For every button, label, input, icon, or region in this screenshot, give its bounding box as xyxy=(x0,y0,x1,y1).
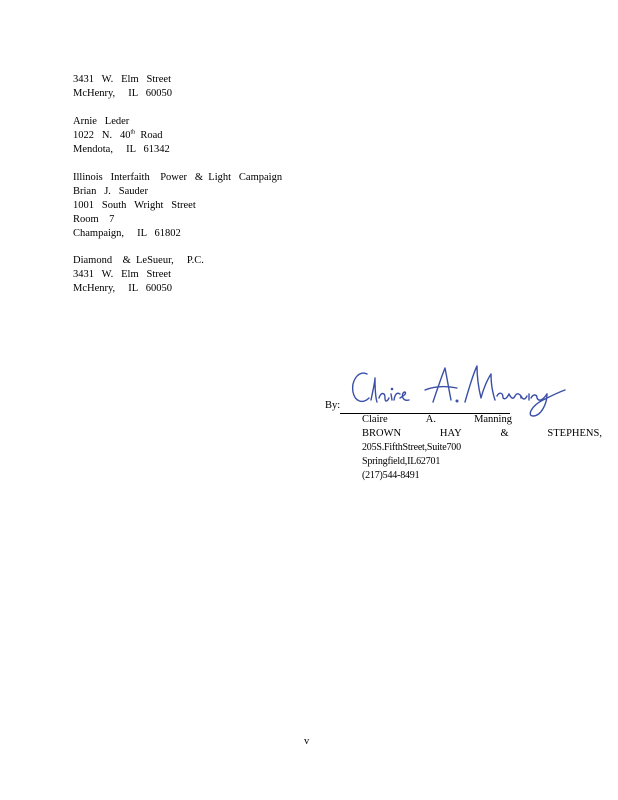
road-name: Road xyxy=(135,130,163,141)
firm-phone: (217)544-8491 xyxy=(362,470,420,481)
firm-name-part: HAY xyxy=(439,428,462,439)
firm-name-part: & xyxy=(500,428,509,439)
address-line: Brian J. Sauder xyxy=(73,186,148,197)
address-line-road xyxy=(73,129,170,143)
page-number: v xyxy=(304,736,310,747)
address-line: Room 7 xyxy=(73,214,115,225)
handwritten-signature xyxy=(337,360,567,420)
address-line: Champaign, IL 61802 xyxy=(73,228,181,239)
address-line: Mendota, IL 61342 xyxy=(73,144,170,155)
address-line: McHenry, IL 60050 xyxy=(73,88,172,99)
ordinal-suffix: th xyxy=(130,129,136,136)
address-line: Arnie Leder xyxy=(73,116,130,127)
address-block-2 xyxy=(73,115,170,157)
firm-name-part: STEPHENS, xyxy=(547,428,602,439)
address-block-4 xyxy=(73,254,204,296)
address-block-1 xyxy=(73,73,172,101)
signer-first-name: Claire xyxy=(362,414,388,425)
address-line: Illinois Interfaith Power & Light Campaign xyxy=(73,172,283,183)
address-line: McHenry, IL 60050 xyxy=(73,283,172,294)
firm-city-state-zip: Springfield,IL62701 xyxy=(362,456,441,467)
signer-last-name: Manning xyxy=(474,414,512,425)
address-line: 3431 W. Elm Street xyxy=(73,74,171,85)
address-block-3 xyxy=(73,171,282,241)
signer-name xyxy=(362,414,512,425)
firm-name-part: BROWN xyxy=(362,428,402,439)
address-line: Diamond & LeSueur, P.C. xyxy=(73,255,204,266)
address-line: 1001 South Wright Street xyxy=(73,200,196,211)
road-number: 1022 N. 40 xyxy=(73,130,131,141)
signer-middle-initial: A. xyxy=(425,414,436,425)
by-label: By: xyxy=(325,400,341,411)
firm-name xyxy=(362,428,602,439)
address-line: 3431 W. Elm Street xyxy=(73,269,171,280)
firm-street-address: 205S.FifthStreet,Suite700 xyxy=(362,442,461,453)
